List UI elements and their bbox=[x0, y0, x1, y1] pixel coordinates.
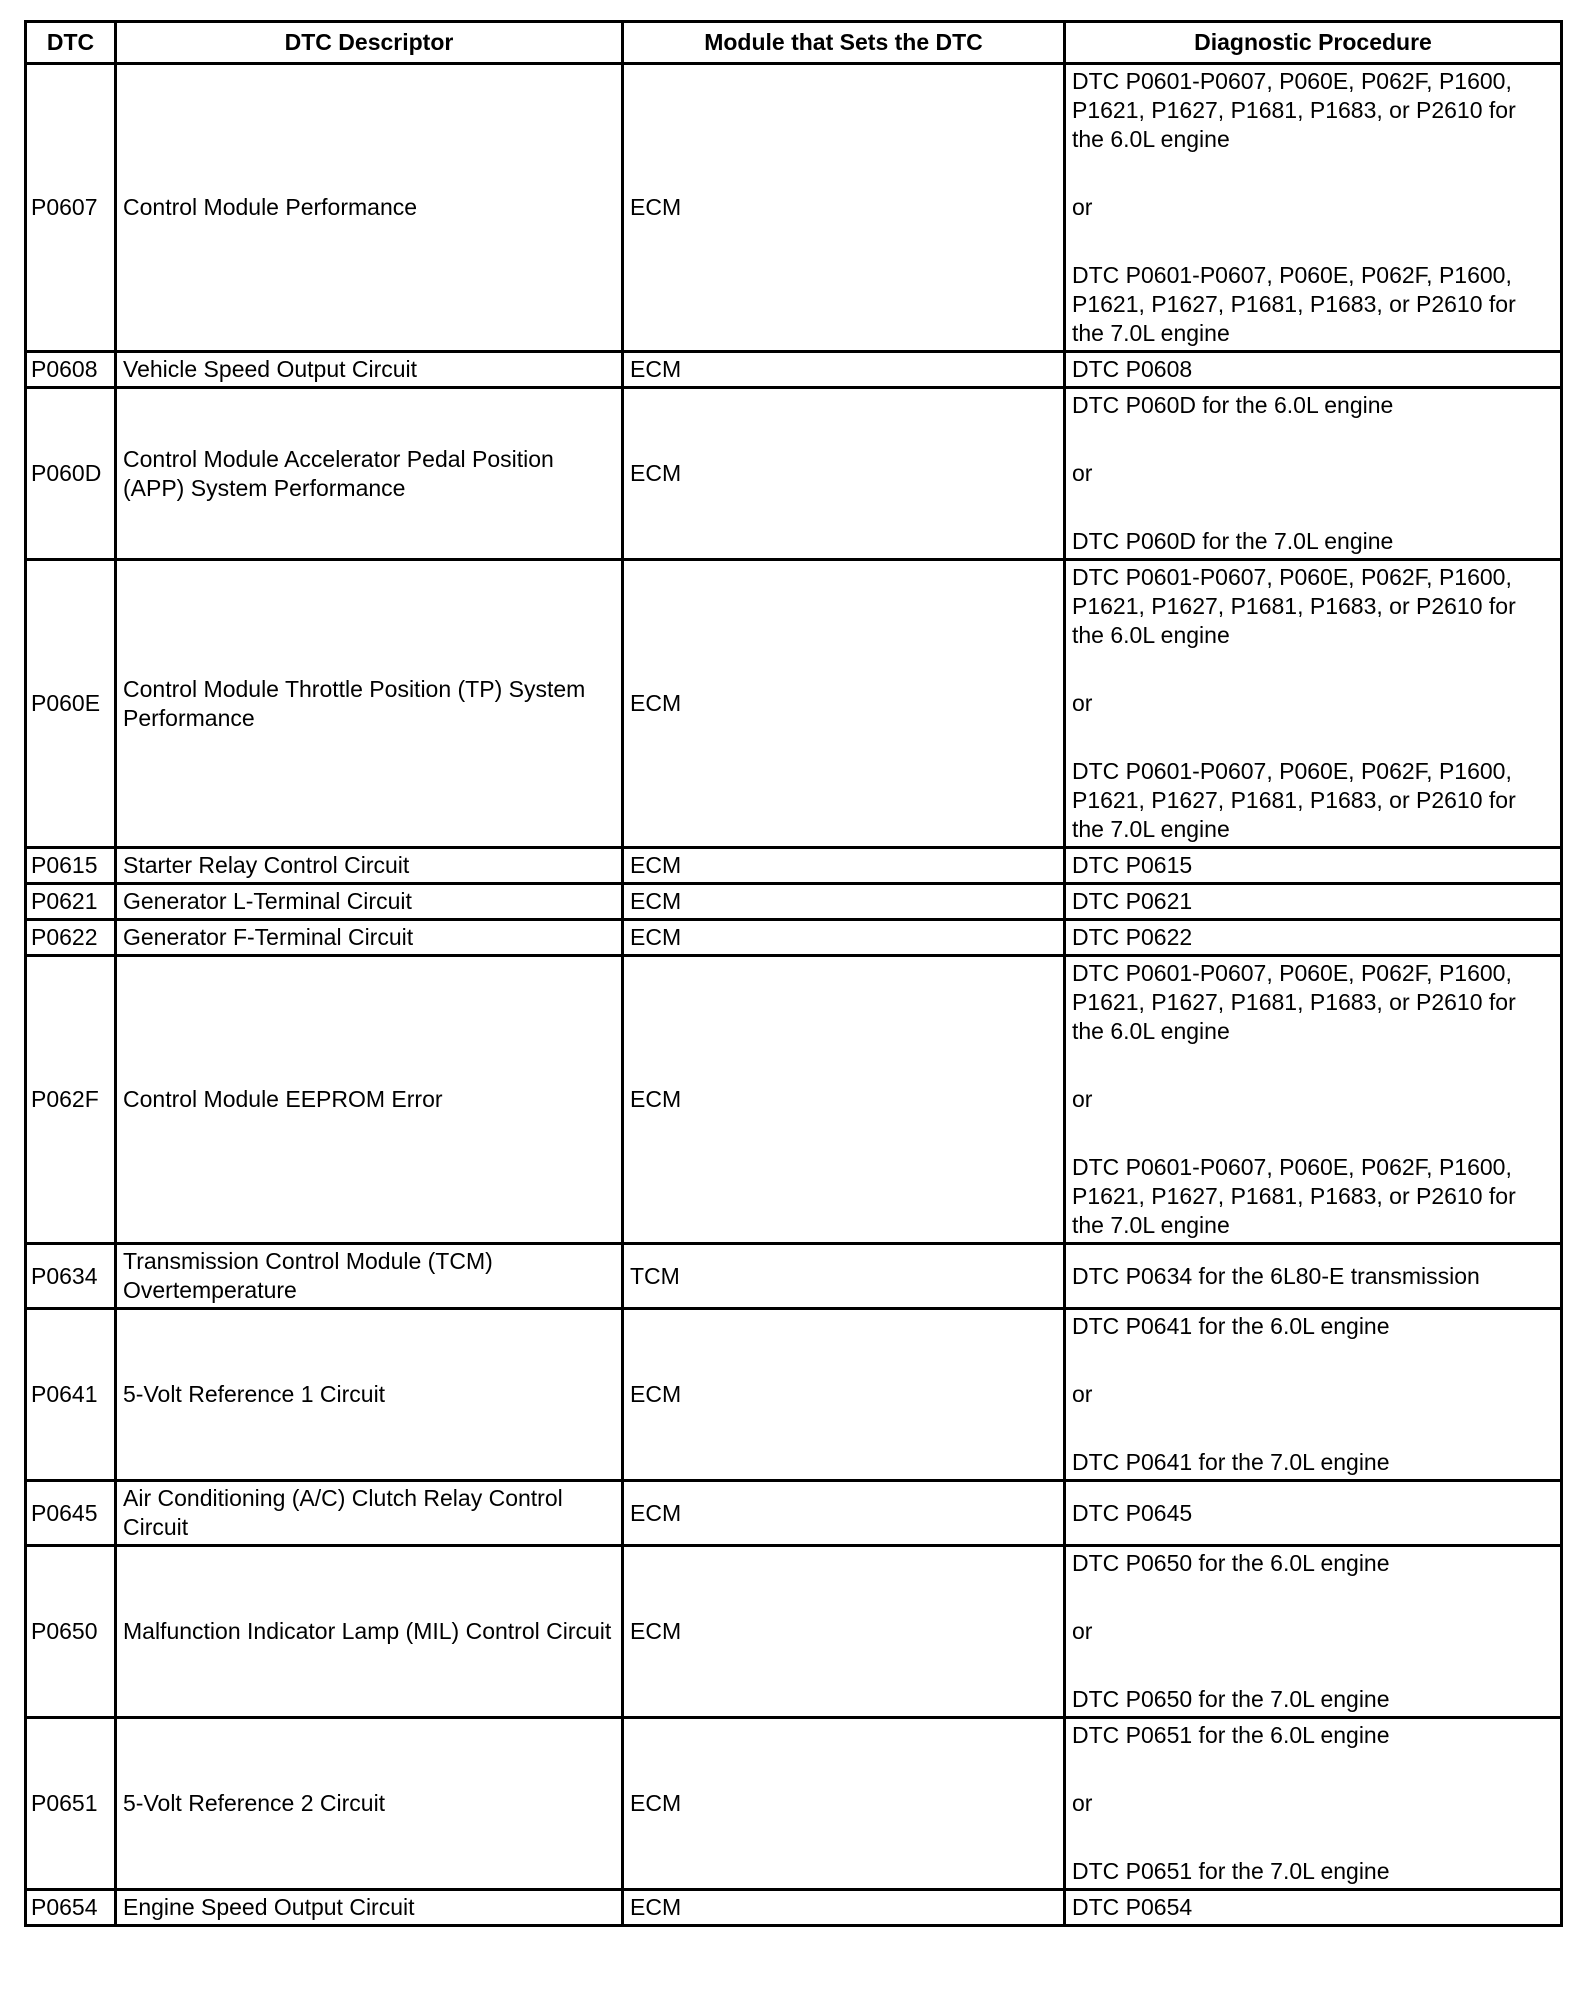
module-cell: ECM bbox=[623, 956, 1065, 1244]
dtc-code-cell: P0654 bbox=[26, 1890, 116, 1926]
dtc-descriptor-cell: Generator F-Terminal Circuit bbox=[116, 920, 623, 956]
procedure-text: DTC P0608 bbox=[1072, 356, 1193, 382]
spacer bbox=[1072, 488, 1554, 527]
spacer bbox=[1072, 154, 1554, 193]
diagnostic-procedure-cell bbox=[1065, 956, 1562, 1244]
dtc-descriptor-cell: 5-Volt Reference 1 Circuit bbox=[116, 1309, 623, 1481]
procedure-or-text: or bbox=[1072, 1618, 1093, 1644]
dtc-code-cell: P0634 bbox=[26, 1244, 116, 1309]
procedure-text: DTC P0622 bbox=[1072, 924, 1193, 950]
table-header bbox=[26, 22, 1562, 64]
table-row bbox=[26, 956, 1562, 1244]
procedure-or-text: or bbox=[1072, 1790, 1093, 1816]
dtc-code-cell: P0622 bbox=[26, 920, 116, 956]
dtc-descriptor-cell: 5-Volt Reference 2 Circuit bbox=[116, 1718, 623, 1890]
dtc-code-cell: P0641 bbox=[26, 1309, 116, 1481]
procedure-text: DTC P0601-P0607, P060E, P062F, P1600, P1621, P1627, P1681, P1683, or P2610 for the 7.0L engine bbox=[1072, 1154, 1516, 1238]
dtc-descriptor-cell: Transmission Control Module (TCM) Overtemperature bbox=[116, 1244, 623, 1309]
procedure-text: DTC P0615 bbox=[1072, 852, 1193, 878]
dtc-descriptor-cell: Air Conditioning (A/C) Clutch Relay Control Circuit bbox=[116, 1481, 623, 1546]
diagnostic-procedure-cell bbox=[1065, 388, 1562, 560]
spacer bbox=[1072, 222, 1554, 261]
spacer bbox=[1072, 718, 1554, 757]
diagnostic-procedure-cell bbox=[1065, 1309, 1562, 1481]
spacer bbox=[1072, 1750, 1554, 1789]
spacer bbox=[1072, 1409, 1554, 1448]
dtc-table bbox=[24, 20, 1563, 1927]
dtc-code-cell: P0608 bbox=[26, 352, 116, 388]
dtc-descriptor-cell: Control Module Performance bbox=[116, 64, 623, 352]
diagnostic-procedure-cell bbox=[1065, 1244, 1562, 1309]
module-cell: ECM bbox=[623, 920, 1065, 956]
procedure-text: DTC P0645 bbox=[1072, 1499, 1193, 1526]
procedure-text: DTC P0641 for the 7.0L engine bbox=[1072, 1449, 1390, 1475]
spacer bbox=[1072, 420, 1554, 459]
table-row bbox=[26, 1309, 1562, 1481]
procedure-text: DTC P0654 bbox=[1072, 1894, 1193, 1920]
module-cell: ECM bbox=[623, 352, 1065, 388]
procedure-text: DTC P0634 for the 6L80-E transmission bbox=[1072, 1262, 1480, 1289]
table-row bbox=[26, 1890, 1562, 1926]
dtc-code-cell: P0621 bbox=[26, 884, 116, 920]
header-row bbox=[26, 22, 1562, 64]
procedure-or-text: or bbox=[1072, 1381, 1093, 1407]
header-descriptor: DTC Descriptor bbox=[116, 22, 623, 64]
module-cell: ECM bbox=[623, 1481, 1065, 1546]
dtc-descriptor-cell: Control Module Accelerator Pedal Position (APP) System Performance bbox=[116, 388, 623, 560]
diagnostic-procedure-cell bbox=[1065, 1546, 1562, 1718]
table-row bbox=[26, 352, 1562, 388]
header-module: Module that Sets the DTC bbox=[623, 22, 1065, 64]
procedure-text: DTC P0651 for the 6.0L engine bbox=[1072, 1722, 1390, 1748]
spacer bbox=[1072, 1578, 1554, 1617]
module-cell: ECM bbox=[623, 388, 1065, 560]
procedure-text: DTC P060D for the 7.0L engine bbox=[1072, 528, 1394, 554]
table-row bbox=[26, 1481, 1562, 1546]
dtc-code-cell: P0615 bbox=[26, 848, 116, 884]
module-cell: ECM bbox=[623, 560, 1065, 848]
procedure-text: DTC P0621 bbox=[1072, 888, 1193, 914]
module-cell: ECM bbox=[623, 1309, 1065, 1481]
table-row bbox=[26, 884, 1562, 920]
dtc-descriptor-cell: Malfunction Indicator Lamp (MIL) Control Circuit bbox=[116, 1546, 623, 1718]
procedure-or-text: or bbox=[1072, 1086, 1093, 1112]
diagnostic-procedure-cell bbox=[1065, 1481, 1562, 1546]
dtc-descriptor-cell: Vehicle Speed Output Circuit bbox=[116, 352, 623, 388]
header-procedure: Diagnostic Procedure bbox=[1065, 22, 1562, 64]
diagnostic-procedure-cell bbox=[1065, 920, 1562, 956]
spacer bbox=[1072, 1114, 1554, 1153]
procedure-text: DTC P0650 for the 6.0L engine bbox=[1072, 1550, 1390, 1576]
procedure-text: DTC P0650 for the 7.0L engine bbox=[1072, 1686, 1390, 1712]
procedure-text: DTC P0601-P0607, P060E, P062F, P1600, P1621, P1627, P1681, P1683, or P2610 for the 7.0L engine bbox=[1072, 262, 1516, 346]
dtc-code-cell: P060D bbox=[26, 388, 116, 560]
dtc-descriptor-cell: Starter Relay Control Circuit bbox=[116, 848, 623, 884]
dtc-code-cell: P0645 bbox=[26, 1481, 116, 1546]
procedure-text: DTC P0601-P0607, P060E, P062F, P1600, P1621, P1627, P1681, P1683, or P2610 for the 6.0L engine bbox=[1072, 564, 1516, 648]
diagnostic-procedure-cell bbox=[1065, 560, 1562, 848]
spacer bbox=[1072, 1646, 1554, 1685]
module-cell: TCM bbox=[623, 1244, 1065, 1309]
module-cell: ECM bbox=[623, 884, 1065, 920]
module-cell: ECM bbox=[623, 64, 1065, 352]
diagnostic-procedure-cell bbox=[1065, 1718, 1562, 1890]
dtc-descriptor-cell: Engine Speed Output Circuit bbox=[116, 1890, 623, 1926]
table-row bbox=[26, 560, 1562, 848]
module-cell: ECM bbox=[623, 1546, 1065, 1718]
procedure-or-text: or bbox=[1072, 194, 1093, 220]
spacer bbox=[1072, 1818, 1554, 1857]
module-cell: ECM bbox=[623, 848, 1065, 884]
dtc-code-cell: P0651 bbox=[26, 1718, 116, 1890]
dtc-descriptor-cell: Generator L-Terminal Circuit bbox=[116, 884, 623, 920]
dtc-code-cell: P060E bbox=[26, 560, 116, 848]
procedure-text: DTC P0601-P0607, P060E, P062F, P1600, P1621, P1627, P1681, P1683, or P2610 for the 6.0L engine bbox=[1072, 960, 1516, 1044]
diagnostic-procedure-cell bbox=[1065, 1890, 1562, 1926]
header-dtc: DTC bbox=[26, 22, 116, 64]
dtc-descriptor-cell: Control Module Throttle Position (TP) System Performance bbox=[116, 560, 623, 848]
diagnostic-procedure-cell bbox=[1065, 352, 1562, 388]
procedure-text: DTC P0641 for the 6.0L engine bbox=[1072, 1313, 1390, 1339]
procedure-text: DTC P0601-P0607, P060E, P062F, P1600, P1621, P1627, P1681, P1683, or P2610 for the 6.0L engine bbox=[1072, 68, 1516, 152]
dtc-code-cell: P0650 bbox=[26, 1546, 116, 1718]
diagnostic-procedure-cell bbox=[1065, 64, 1562, 352]
table-row bbox=[26, 920, 1562, 956]
diagnostic-procedure-cell bbox=[1065, 884, 1562, 920]
table-row bbox=[26, 1244, 1562, 1309]
procedure-or-text: or bbox=[1072, 460, 1093, 486]
table-row bbox=[26, 1546, 1562, 1718]
table-body bbox=[26, 64, 1562, 1926]
table-row bbox=[26, 388, 1562, 560]
table-row bbox=[26, 64, 1562, 352]
table-row bbox=[26, 848, 1562, 884]
procedure-text: DTC P0601-P0607, P060E, P062F, P1600, P1621, P1627, P1681, P1683, or P2610 for the 7.0L engine bbox=[1072, 758, 1516, 842]
spacer bbox=[1072, 650, 1554, 689]
dtc-descriptor-cell: Control Module EEPROM Error bbox=[116, 956, 623, 1244]
module-cell: ECM bbox=[623, 1890, 1065, 1926]
diagnostic-procedure-cell bbox=[1065, 848, 1562, 884]
module-cell: ECM bbox=[623, 1718, 1065, 1890]
dtc-code-cell: P0607 bbox=[26, 64, 116, 352]
table-row bbox=[26, 1718, 1562, 1890]
procedure-text: DTC P060D for the 6.0L engine bbox=[1072, 392, 1394, 418]
dtc-code-cell: P062F bbox=[26, 956, 116, 1244]
procedure-or-text: or bbox=[1072, 690, 1093, 716]
procedure-text: DTC P0651 for the 7.0L engine bbox=[1072, 1858, 1390, 1884]
spacer bbox=[1072, 1046, 1554, 1085]
spacer bbox=[1072, 1341, 1554, 1380]
